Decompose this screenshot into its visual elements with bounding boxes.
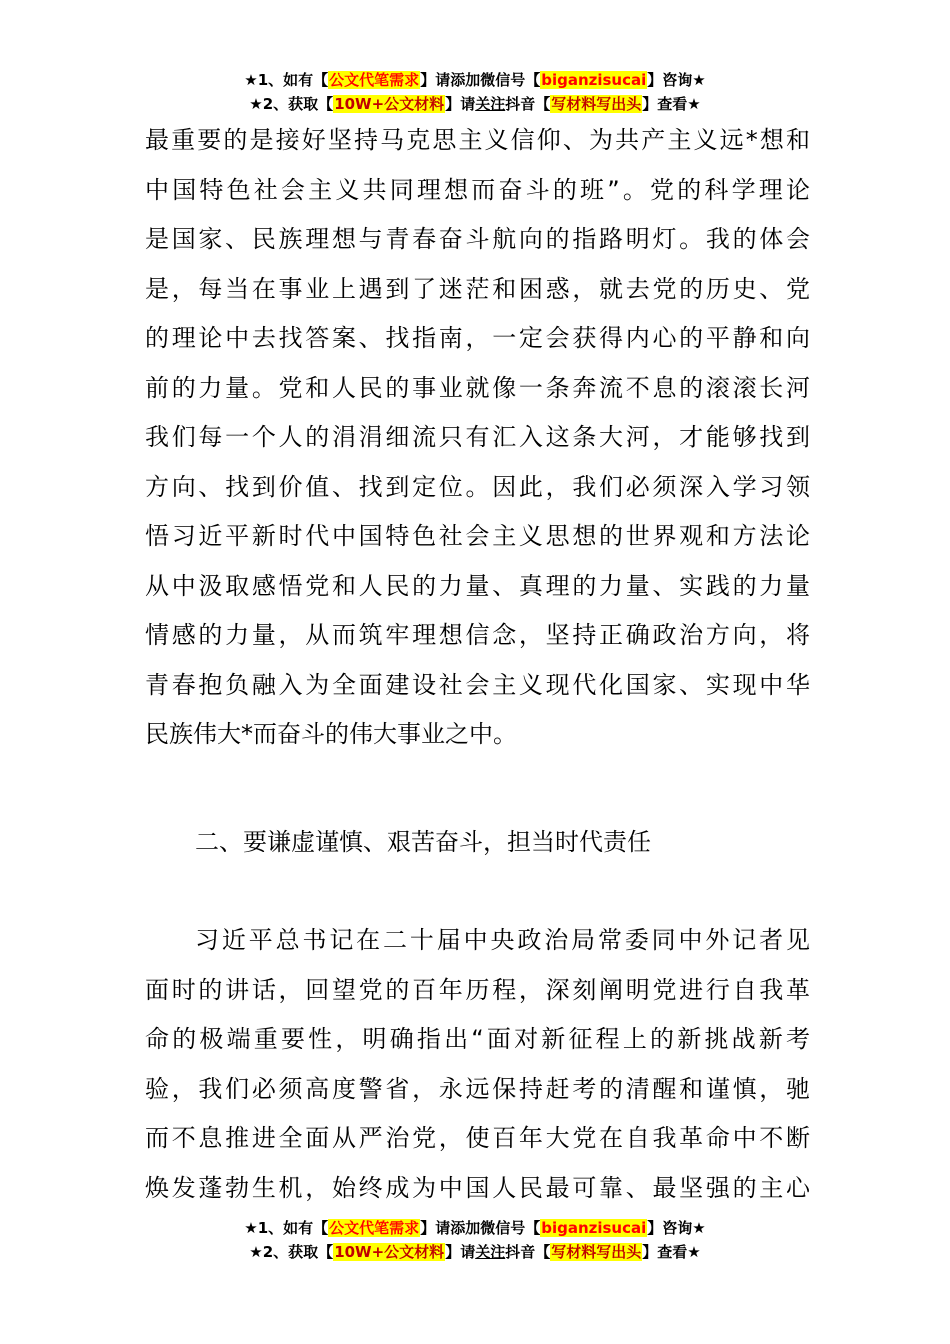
text-line: 我们每一个人的涓涓细流只有汇入这条大河，才能够找到 bbox=[145, 423, 810, 451]
banner-line-2 bbox=[0, 92, 950, 116]
text-line: 面时的讲话，回望党的百年历程，深刻阐明党进行自我革 bbox=[145, 975, 810, 1004]
highlight-ghostwriting-service: 公文代笔需求 bbox=[329, 71, 420, 89]
banner-text: ★2、获取【 bbox=[249, 1243, 334, 1261]
banner-line-1 bbox=[0, 1216, 950, 1240]
banner-text: 抖音【 bbox=[505, 95, 551, 113]
header-banner bbox=[0, 68, 950, 116]
text-line: 命的极端重要性，明确指出“面对新征程上的新挑战新考 bbox=[145, 1025, 810, 1053]
text-line: 从中汲取感悟党和人民的力量、真理的力量、实践的力量 bbox=[145, 571, 810, 600]
banner-text: 】请 bbox=[445, 95, 476, 113]
text-line: 而不息推进全面从严治党，使百年大党在自我革命中不断 bbox=[145, 1124, 810, 1152]
text-line: 是国家、民族理想与青春奋斗航向的指路明灯。我的体会 bbox=[145, 225, 810, 253]
body-paragraph-2 bbox=[145, 916, 810, 1213]
highlight-douyin-account: 写材料写出头 bbox=[551, 95, 642, 113]
text-line: 青春抱负融入为全面建设社会主义现代化国家、实现中华 bbox=[145, 670, 810, 699]
text-line: 最重要的是接好坚持马克思主义信仰、为共产主义远*想和 bbox=[145, 126, 810, 154]
text-line: 验，我们必须高度警省，永远保持赶考的清醒和谨慎，驰 bbox=[145, 1074, 810, 1103]
underlined-follow: 关注 bbox=[475, 1243, 506, 1261]
text-line: 情感的力量，从而筑牢理想信念，坚持正确政治方向，将 bbox=[145, 621, 810, 649]
text-line: 方向、找到价值、找到定位。因此，我们必须深入学习领 bbox=[145, 472, 810, 501]
text-line: 是，每当在事业上遇到了迷茫和困惑，就去党的历史、党 bbox=[145, 274, 810, 303]
banner-line-2 bbox=[0, 1240, 950, 1264]
banner-text: 抖音【 bbox=[505, 1243, 551, 1261]
text-line: 的理论中去找答案、找指南，一定会获得内心的平静和向 bbox=[145, 324, 810, 352]
underlined-follow: 关注 bbox=[475, 95, 506, 113]
highlight-materials: 10W+公文材料 bbox=[334, 1243, 445, 1261]
highlight-douyin-account: 写材料写出头 bbox=[551, 1243, 642, 1261]
text-line: 前的力量。党和人民的事业就像一条奔流不息的滚滚长河 bbox=[145, 373, 810, 402]
section-heading: 二、要谦虚谨慎、艰苦奋斗，担当时代责任 bbox=[195, 828, 651, 856]
highlight-wechat-id: biganzisucai bbox=[541, 71, 647, 89]
banner-text: ★2、获取【 bbox=[249, 95, 334, 113]
text-line: 悟习近平新时代中国特色社会主义思想的世界观和方法论 bbox=[145, 522, 810, 550]
banner-text: 】咨询★ bbox=[647, 1219, 706, 1237]
highlight-materials: 10W+公文材料 bbox=[334, 95, 445, 113]
footer-banner bbox=[0, 1216, 950, 1264]
banner-text: 】请添加微信号【 bbox=[420, 1219, 541, 1237]
text-line: 民族伟大*而奋斗的伟大事业之中。 bbox=[145, 720, 517, 748]
text-line: 中国特色社会主义共同理想而奋斗的班”。党的科学理论 bbox=[145, 175, 810, 204]
banner-text: ★1、如有【 bbox=[244, 1219, 329, 1237]
highlight-ghostwriting-service: 公文代笔需求 bbox=[329, 1219, 420, 1237]
text-line: 习近平总书记在二十届中央政治局常委同中外记者见 bbox=[195, 926, 810, 954]
body-paragraph-1 bbox=[145, 116, 810, 760]
banner-text: 】咨询★ bbox=[647, 71, 706, 89]
banner-text: 】查看★ bbox=[642, 1243, 701, 1261]
banner-text: 】请添加微信号【 bbox=[420, 71, 541, 89]
text-line: 焕发蓬勃生机，始终成为中国人民最可靠、最坚强的主心 bbox=[145, 1173, 810, 1202]
banner-text: ★1、如有【 bbox=[244, 71, 329, 89]
highlight-wechat-id: biganzisucai bbox=[541, 1219, 647, 1237]
banner-text: 】请 bbox=[445, 1243, 476, 1261]
banner-line-1 bbox=[0, 68, 950, 92]
banner-text: 】查看★ bbox=[642, 95, 701, 113]
